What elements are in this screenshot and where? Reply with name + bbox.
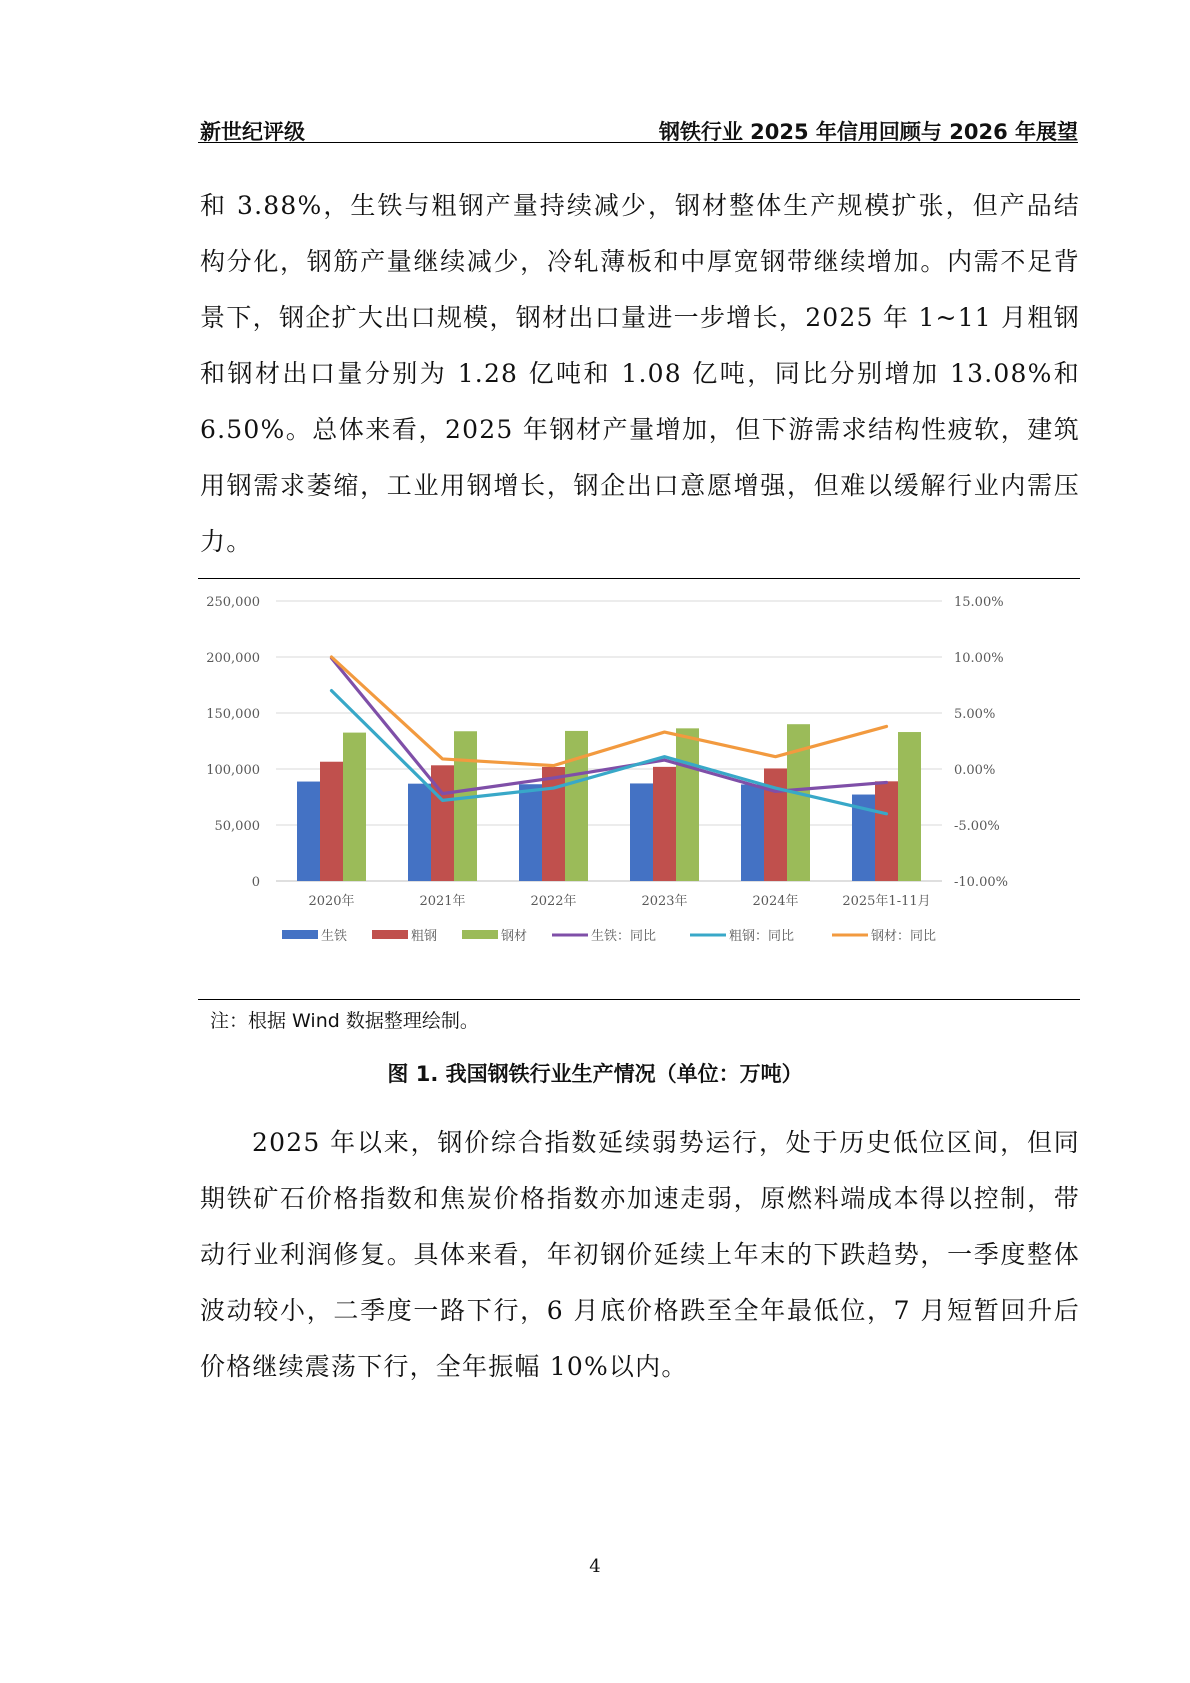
body-paragraph-1: 和 3.88%，生铁与粗钢产量持续减少，钢材整体生产规模扩张，但产品结构分化，钢筋产量继续减少，冷轧薄板和中厚宽钢带继续增加。内需不足背景下，钢企扩大出口规模，钢材出口量进一步增长，2025 年 1~11 月粗钢和钢材出口量分别为 1.28 亿吨和 1.08 亿吨，同比分别增加 13.08%和6.50%。总体来看，2025 年钢材产量增加，但下游需求结构性疲软，建筑用钢需求萎缩，工业用钢增长，钢企出口意愿增强，但难以缓解行业内需压力。	[200, 191, 1080, 556]
chart-container	[198, 578, 1080, 1000]
bar-3-4	[676, 728, 699, 881]
bar-1-3	[519, 784, 542, 881]
page-header	[198, 112, 1078, 143]
y-right-tick-label: 15.00%	[954, 595, 1004, 610]
x-tick-label: 2023年	[641, 894, 688, 909]
legend-label-3: 钢材	[501, 929, 528, 944]
y-left-tick-label: 100,000	[206, 763, 260, 778]
bar-1-5	[741, 784, 764, 881]
legend-swatch-3	[462, 930, 498, 939]
legend-label-6: 钢材：同比	[871, 929, 937, 944]
bar-2-4	[653, 767, 676, 881]
bar-3-2	[454, 731, 477, 881]
line-series-3	[332, 657, 887, 766]
production-chart	[198, 579, 1080, 999]
y-left-tick-label: 0	[251, 875, 260, 890]
legend-swatch-2	[372, 930, 408, 939]
y-right-tick-label: 10.00%	[954, 651, 1004, 666]
bar-3-3	[565, 731, 588, 881]
y-right-tick-label: 0.00%	[954, 763, 996, 778]
bar-1-2	[408, 784, 431, 881]
y-right-tick-label: -10.00%	[954, 875, 1008, 890]
bar-1-4	[630, 783, 653, 881]
bar-1-1	[297, 782, 320, 881]
legend-label-1: 生铁	[321, 929, 348, 944]
legend-label-4: 生铁：同比	[591, 929, 657, 944]
bar-3-6	[898, 732, 921, 881]
bar-2-3	[542, 767, 565, 881]
legend-label-2: 粗钢	[411, 929, 438, 944]
y-right-tick-label: -5.00%	[954, 819, 1000, 834]
figure-caption: 图 1. 我国钢铁行业生产情况（单位：万吨）	[387, 1062, 803, 1086]
y-right-tick-label: 5.00%	[954, 707, 996, 722]
bar-2-1	[320, 762, 343, 881]
x-tick-label: 2022年	[530, 894, 577, 909]
header-report-title: 钢铁行业 2025 年信用回顾与 2026 年展望	[658, 120, 1078, 144]
y-left-tick-label: 250,000	[206, 595, 260, 610]
y-left-tick-label: 50,000	[214, 819, 260, 834]
legend-label-5: 粗钢：同比	[729, 929, 795, 944]
y-left-tick-label: 150,000	[206, 707, 260, 722]
x-tick-label: 2024年	[752, 894, 799, 909]
page-number: 4	[589, 1556, 601, 1577]
body-paragraph-2: 2025 年以来，钢价综合指数延续弱势运行，处于历史低位区间，但同期铁矿石价格指数和焦炭价格指数亦加速走弱，原燃料端成本得以控制，带动行业利润修复。具体来看，年初钢价延续上年末的下跌趋势，一季度整体波动较小，二季度一路下行，6 月底价格跌至全年最低位，7 月短暂回升后价格继续震荡下行，全年振幅 10%以内。	[200, 1128, 1080, 1381]
legend-swatch-1	[282, 930, 318, 939]
x-tick-label: 2020年	[308, 894, 355, 909]
bar-2-6	[875, 781, 898, 881]
header-org-name: 新世纪评级	[200, 120, 305, 144]
x-tick-label: 2021年	[419, 894, 466, 909]
y-left-tick-label: 200,000	[206, 651, 260, 666]
x-tick-label: 2025年1-11月	[842, 894, 931, 909]
bar-3-1	[343, 733, 366, 881]
figure-note: 注：根据 Wind 数据整理绘制。	[210, 1010, 479, 1032]
